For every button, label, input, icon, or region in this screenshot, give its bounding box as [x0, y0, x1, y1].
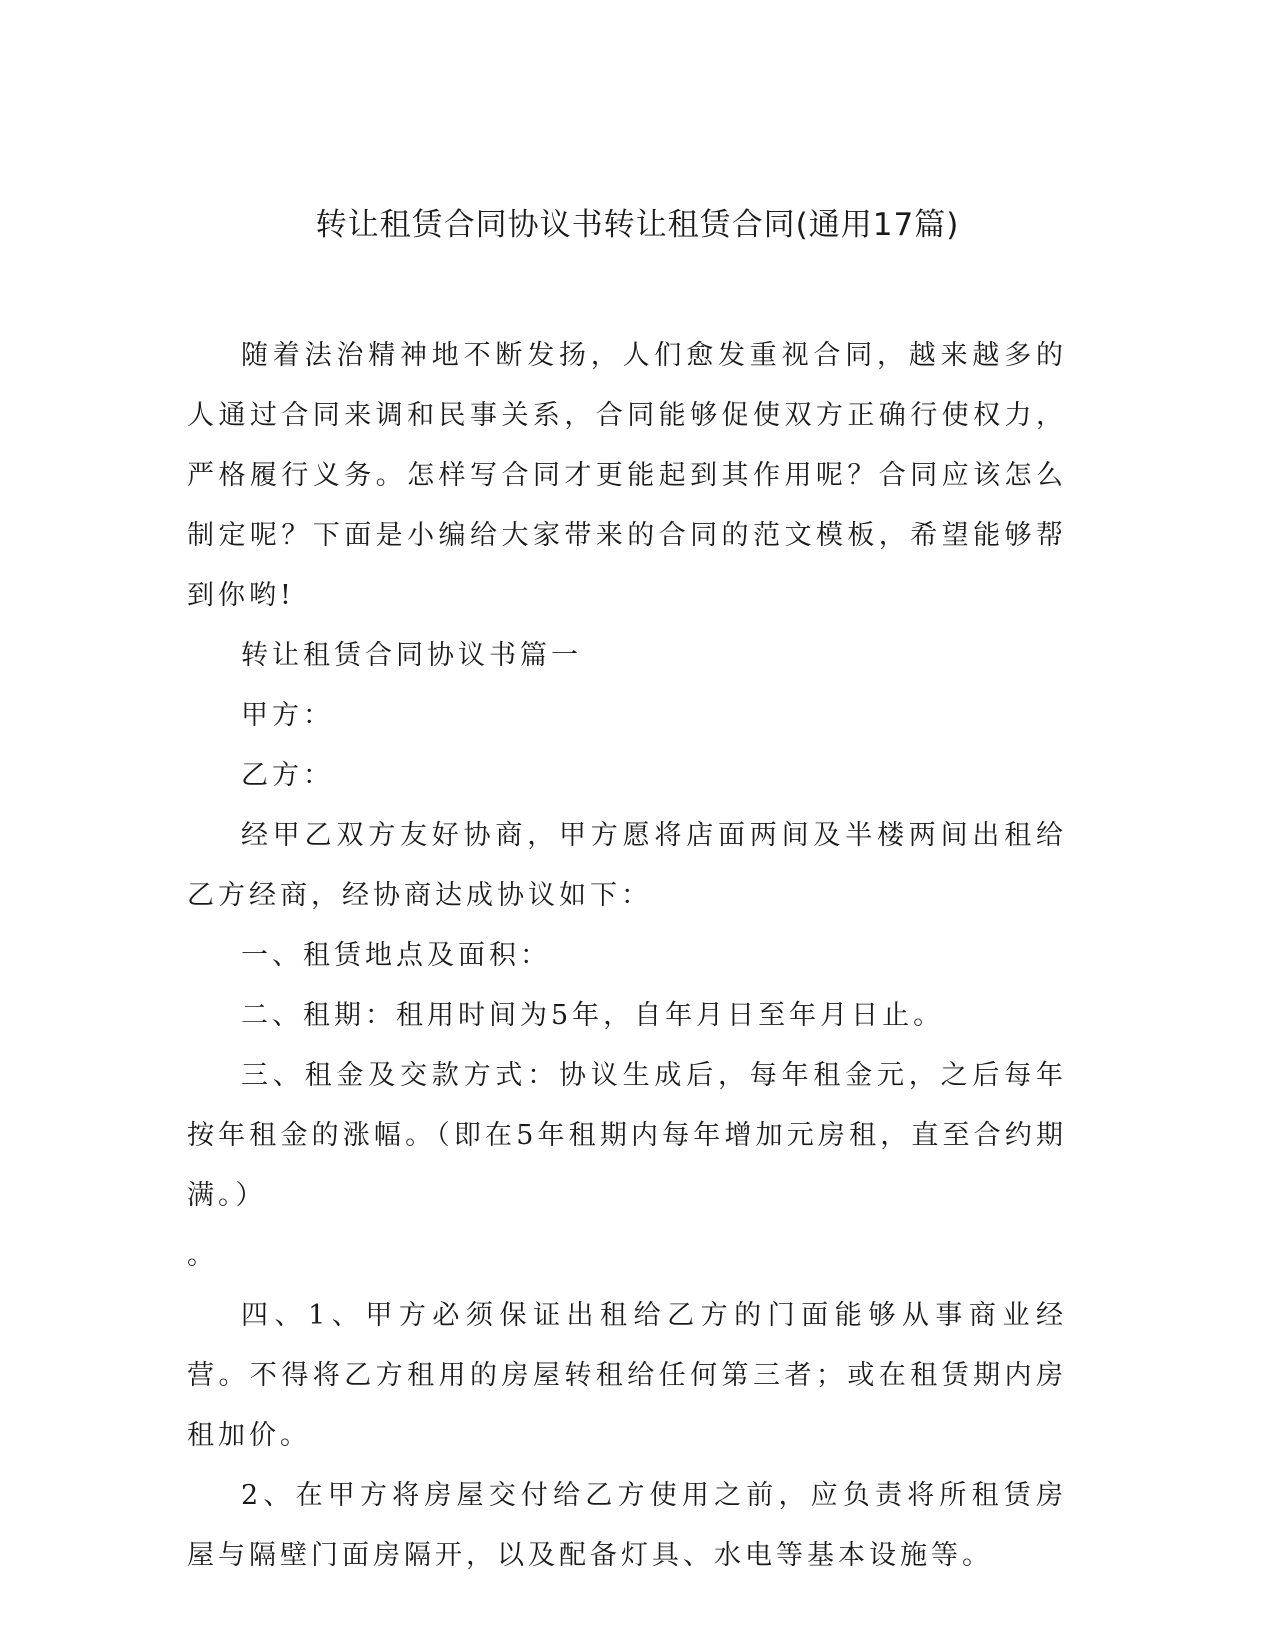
document-title: 转让租赁合同协议书转让租赁合同(通用17篇): [315, 207, 960, 243]
agreement-paragraph: 经甲乙双方友好协商，甲方愿将店面两间及半楼两间出租给乙方经商，经协商达成协议如下：: [187, 820, 1067, 911]
intro-paragraph: 随着法治精神地不断发扬，人们愈发重视合同，越来越多的人通过合同来调和民事关系，合同能够促使双方正确行使权力，严格履行义务。怎样写合同才更能起到其作用呢？合同应该怎么制定呢？下面是小编给大家带来的合同的范文模板，希望能够帮到你哟!: [187, 340, 1067, 611]
clause-obligations-2: 2、在甲方将房屋交付给乙方使用之前，应负责将所租赁房屋与隔壁门面房隔开，以及配备灯具、水电等基本设施等。: [187, 1480, 1067, 1571]
clause-term: 二、租期：租用时间为5年，自年月日至年月日止。: [241, 1000, 945, 1031]
stray-period: 。: [187, 1240, 218, 1271]
section-heading: 转让租赁合同协议书篇一: [241, 640, 582, 671]
party-a-line: 甲方：: [241, 700, 334, 731]
document-body: [187, 326, 1067, 1586]
clause-location: 一、租赁地点及面积：: [241, 940, 551, 971]
party-b-line: 乙方：: [241, 760, 334, 791]
clause-obligations-1: 四、1、甲方必须保证出租给乙方的门面能够从事商业经营。不得将乙方租用的房屋转租给任何第三者；或在租赁期内房租加价。: [187, 1300, 1067, 1451]
clause-rent: 三、租金及交款方式：协议生成后，每年租金元，之后每年按年租金的涨幅。（即在5年租期内每年增加元房租，直至合约期满。）: [187, 1060, 1067, 1211]
